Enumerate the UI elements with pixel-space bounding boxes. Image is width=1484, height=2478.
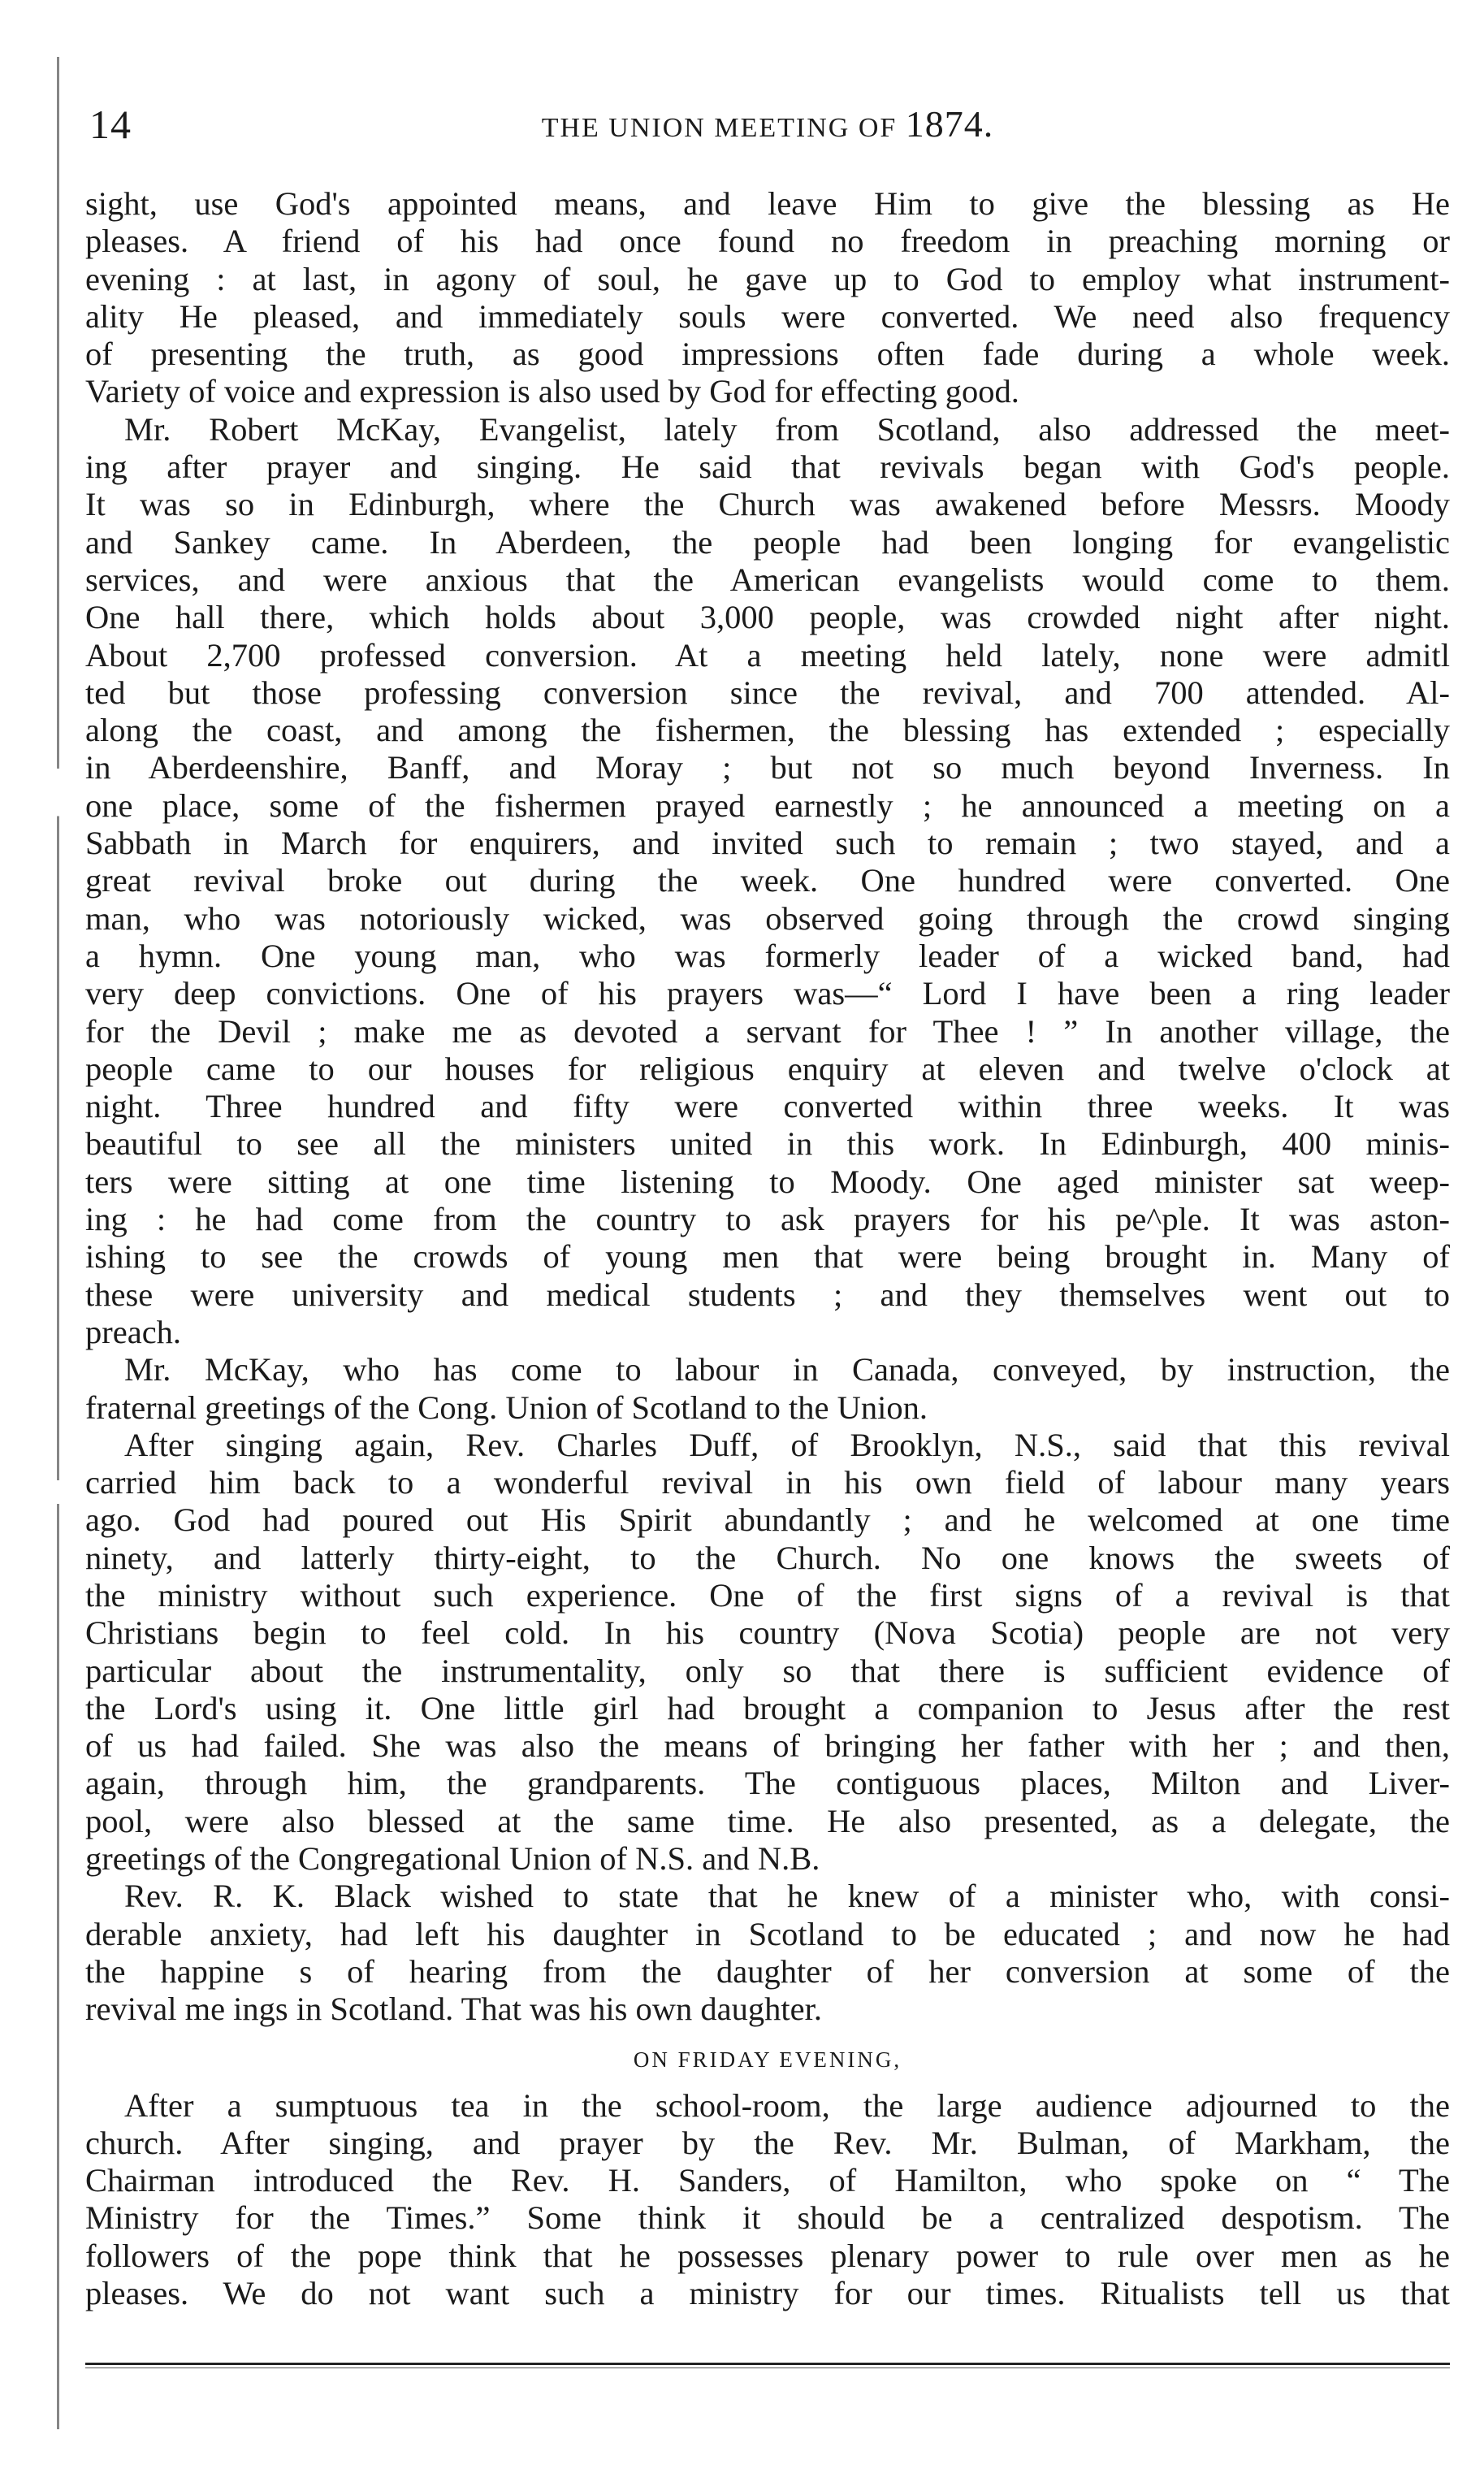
text-line: sight, use God's appointed means, and leave Him to give the blessing as He xyxy=(85,185,1450,222)
running-title-year: 1874. xyxy=(905,103,994,145)
text-line: the Lord's using it. One little girl had brought a companion to Jesus after the rest xyxy=(85,1689,1450,1726)
text-line: pleases. We do not want such a ministry for our times. Ritualists tell us that xyxy=(85,2275,1450,2312)
text-line: the happine s of hearing from the daughter of her conversion at some of the xyxy=(85,1952,1450,1990)
text-line: Christians begin to feel cold. In his country (Nova Scotia) people are not very xyxy=(85,1614,1450,1652)
text-line: ing after prayer and singing. He said that revivals began with God's people. xyxy=(85,448,1450,486)
text-line: Mr. Robert McKay, Evangelist, lately from Scotland, also addressed the meet- xyxy=(124,410,1450,448)
text-line: man, who was notoriously wicked, was observed going through the crowd singing xyxy=(85,899,1450,937)
section-subheading: ON FRIDAY EVENING, xyxy=(633,2047,902,2072)
text-line: people came to our houses for religious enquiry at eleven and twelve o'clock at xyxy=(85,1050,1450,1087)
text-line: for the Devil ; make me as devoted a servant for Thee ! ” In another village, the xyxy=(85,1012,1450,1050)
text-line: ninety, and latterly thirty-eight, to the Church. No one knows the sweets of xyxy=(85,1539,1450,1576)
text-line: Chairman introduced the Rev. H. Sanders, of Hamilton, who spoke on “ The xyxy=(85,2162,1450,2199)
text-line: these were university and medical students ; and they themselves went out to xyxy=(85,1276,1450,1313)
text-line: ing : he had come from the country to ask prayers for his pe^ple. It was aston- xyxy=(85,1201,1450,1238)
text-line: of us had failed. She was also the means of bringing her father with her ; and then, xyxy=(85,1727,1450,1765)
text-line: particular about the instrumentality, only so that there is sufficient evidence of xyxy=(85,1652,1450,1689)
text-line: pool, were also blessed at the same time. He also presented, as a delegate, the xyxy=(85,1802,1450,1839)
running-title xyxy=(89,96,1446,157)
text-line: Variety of voice and expression is also used by God for effecting good. xyxy=(85,373,1019,410)
text-line: one place, some of the fishermen prayed earnestly ; he announced a meeting on a xyxy=(85,786,1450,824)
text-line: About 2,700 professed conversion. At a meeting held lately, none were admitl xyxy=(85,636,1450,674)
text-line: Rev. R. K. Black wished to state that he knew of a minister who, with consi- xyxy=(124,1878,1450,1915)
page-number: 14 xyxy=(89,102,132,147)
text-line: Sabbath in March for enquirers, and invited such to remain ; two stayed, and a xyxy=(85,825,1450,862)
left-margin-rule xyxy=(57,57,59,2429)
text-line: in Aberdeenshire, Banff, and Moray ; but not so much beyond Inverness. In xyxy=(85,749,1450,786)
text-line: the ministry without such experience. One of the first signs of a revival is that xyxy=(85,1576,1450,1614)
running-head xyxy=(89,96,1446,153)
text-line: great revival broke out during the week. One hundred were converted. One xyxy=(85,862,1450,899)
text-line: ality He pleased, and immediately souls were converted. We need also frequency xyxy=(85,297,1450,335)
text-line: After a sumptuous tea in the school-room, the large audience adjourned to the xyxy=(124,2086,1450,2124)
text-line: beautiful to see all the ministers united in this work. In Edinburgh, 400 minis- xyxy=(85,1125,1450,1163)
text-line: After singing again, Rev. Charles Duff, of Brooklyn, N.S., said that this revival xyxy=(124,1426,1450,1463)
text-line: evening : at last, in agony of soul, he gave up to God to employ what instrument- xyxy=(85,260,1450,297)
text-line: a hymn. One young man, who was formerly leader of a wicked band, had xyxy=(85,937,1450,974)
text-line: revival me ings in Scotland. That was his own daughter. xyxy=(85,1991,822,2028)
text-line: carried him back to a wonderful revival in his own field of labour many years xyxy=(85,1464,1450,1501)
text-line: ted but those professing conversion since the revival, and 700 attended. Al- xyxy=(85,674,1450,711)
running-title-text: THE UNION MEETING OF xyxy=(541,113,906,143)
text-line: Ministry for the Times.” Some think it should be a centralized despotism. The xyxy=(85,2199,1450,2237)
text-line: One hall there, which holds about 3,000 people, was crowded night after night. xyxy=(85,599,1450,636)
text-line: greetings of the Congregational Union of N.S. and N.B. xyxy=(85,1840,820,1878)
text-line: pleases. A friend of his had once found no freedom in preaching morning or xyxy=(85,223,1450,260)
bottom-rule xyxy=(85,2363,1450,2365)
text-line: services, and were anxious that the American evangelists would come to them. xyxy=(85,561,1450,598)
text-line: fraternal greetings of the Cong. Union of Scotland to the Union. xyxy=(85,1388,928,1426)
paragraph-block-after-subheading xyxy=(85,2087,1450,2313)
text-line: of presenting the truth, as good impressions often fade during a whole week. xyxy=(85,336,1450,373)
text-line: ishing to see the crowds of young men that were being brought in. Many of xyxy=(85,1238,1450,1276)
text-line: and Sankey came. In Aberdeen, the people had been longing for evangelistic xyxy=(85,523,1450,561)
body-text xyxy=(85,185,1450,2312)
text-line: It was so in Edinburgh, where the Church was awakened before Messrs. Moody xyxy=(85,486,1450,523)
text-line: night. Three hundred and fifty were converted within three weeks. It was xyxy=(85,1088,1450,1125)
text-line: very deep convictions. One of his prayers was—“ Lord I have been a ring leader xyxy=(85,975,1450,1012)
paragraph-block xyxy=(85,185,1450,2029)
text-line: along the coast, and among the fishermen, the blessing has extended ; especially xyxy=(85,712,1450,749)
text-line: church. After singing, and prayer by the Rev. Mr. Bulman, of Markham, the xyxy=(85,2124,1450,2161)
text-line: ters were sitting at one time listening to Moody. One aged minister sat weep- xyxy=(85,1163,1450,1200)
text-line: preach. xyxy=(85,1313,182,1350)
text-line: ago. God had poured out His Spirit abundantly ; and he welcomed at one time xyxy=(85,1501,1450,1539)
text-line: followers of the pope think that he possesses plenary power to rule over men as he xyxy=(85,2237,1450,2274)
text-line: again, through him, the grandparents. The contiguous places, Milton and Liver- xyxy=(85,1765,1450,1802)
text-line: Mr. McKay, who has come to labour in Canada, conveyed, by instruction, the xyxy=(124,1351,1450,1388)
text-line: derable anxiety, had left his daughter in Scotland to be educated ; and now he had xyxy=(85,1915,1450,1952)
